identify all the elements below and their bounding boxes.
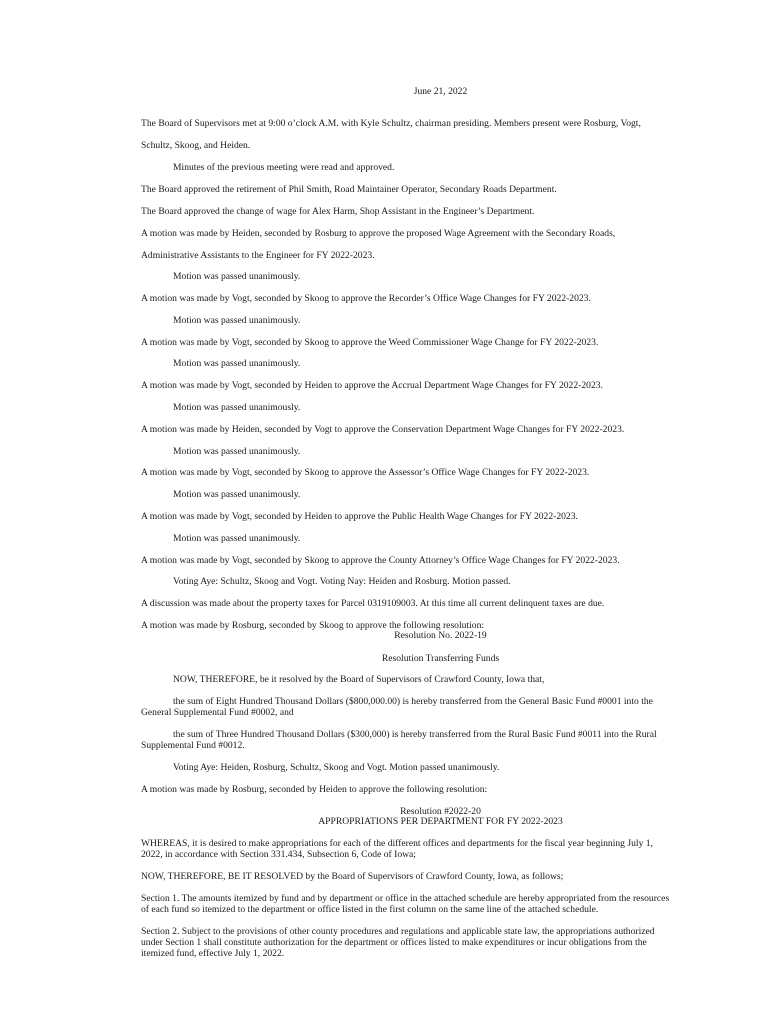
minutes-line: The Board of Supervisors met at 9:00 o’clock A.M. with Kyle Schultz, chairman presiding. Members present were Rosburg, Vogt, — [141, 118, 641, 129]
minutes-line: A motion was made by Vogt, seconded by Heiden to approve the Accrual Department Wage Changes for FY 2022-2023. — [141, 380, 603, 391]
resolution-number: Resolution #2022-20 — [400, 806, 481, 817]
motion-result: Motion was passed unanimously. — [173, 446, 301, 457]
resolution-section: under Section 1 shall constitute authorization for the department or offices listed to make expenditures or incur obligations from the — [141, 937, 647, 948]
minutes-line: A motion was made by Heiden, seconded by Vogt to approve the Conservation Department Wage Changes for FY 2022-2023. — [141, 424, 625, 435]
resolution-section: Section 1. The amounts itemized by fund and by department or office in the attached schedule are hereby appropriated from the resources — [141, 893, 670, 904]
minutes-line: A motion was made by Heiden, seconded by Rosburg to approve the proposed Wage Agreement with the Secondary Roads, — [141, 228, 616, 239]
motion-result: Motion was passed unanimously. — [173, 402, 301, 413]
minutes-line: A motion was made by Rosburg, seconded by Skoog to approve the following resolution: — [141, 620, 485, 631]
motion-result: Motion was passed unanimously. — [173, 358, 301, 369]
motion-result: Motion was passed unanimously. — [173, 315, 301, 326]
resolution-section: of each fund so itemized to the department or office listed in the first column on the same line of the attached schedule. — [141, 904, 599, 915]
minutes-line: Minutes of the previous meeting were read and approved. — [173, 162, 395, 173]
resolution-paragraph: the sum of Eight Hundred Thousand Dollars ($800,000.00) is hereby transferred from the General Basic Fund #0001 into the — [173, 696, 653, 707]
minutes-line: The Board approved the retirement of Phil Smith, Road Maintainer Operator, Secondary Roads Department. — [141, 184, 557, 195]
resolution-section: itemized fund, effective July 1, 2022. — [141, 948, 285, 959]
vote-line: Voting Aye: Heiden, Rosburg, Schultz, Skoog and Vogt. Motion passed unanimously. — [173, 762, 500, 773]
resolution-number: Resolution No. 2022-19 — [394, 630, 487, 641]
vote-line: Voting Aye: Schultz, Skoog and Vogt. Voting Nay: Heiden and Rosburg. Motion passed. — [173, 576, 511, 587]
resolution-paragraph: General Supplemental Fund #0002, and — [141, 707, 294, 718]
minutes-line: A motion was made by Vogt, seconded by Heiden to approve the Public Health Wage Changes for FY 2022-2023. — [141, 511, 578, 522]
motion-result: Motion was passed unanimously. — [173, 533, 301, 544]
minutes-line: A motion was made by Vogt, seconded by Skoog to approve the Recorder’s Office Wage Changes for FY 2022-2023. — [141, 293, 591, 304]
minutes-line: The Board approved the change of wage for Alex Harm, Shop Assistant in the Engineer’s Department. — [141, 206, 535, 217]
resolution-paragraph: 2022, in accordance with Section 331.434, Subsection 6, Code of Iowa; — [141, 849, 416, 860]
resolution-clause: NOW, THEREFORE, be it resolved by the Board of Supervisors of Crawford County, Iowa that, — [173, 674, 545, 685]
minutes-line: A motion was made by Vogt, seconded by Skoog to approve the Assessor’s Office Wage Changes for FY 2022-2023. — [141, 467, 590, 478]
minutes-line: A motion was made by Vogt, seconded by Skoog to approve the County Attorney’s Office Wage Changes for FY 2022-2023. — [141, 555, 620, 566]
resolution-clause: NOW, THEREFORE, BE IT RESOLVED by the Board of Supervisors of Crawford County, Iowa, as follows; — [141, 871, 564, 882]
resolution-section: Section 2. Subject to the provisions of other county procedures and regulations and applicable state law, the appropriations authorized — [141, 926, 655, 937]
resolution-paragraph: Supplemental Fund #0012. — [141, 740, 245, 751]
resolution-title: Resolution Transferring Funds — [381, 653, 500, 664]
motion-result: Motion was passed unanimously. — [173, 271, 301, 282]
resolution-paragraph: the sum of Three Hundred Thousand Dollars ($300,000) is hereby transferred from the Rural Basic Fund #0011 into the Rural — [173, 729, 657, 740]
minutes-line: A motion was made by Vogt, seconded by Skoog to approve the Weed Commissioner Wage Change for FY 2022-2023. — [141, 337, 599, 348]
resolution-paragraph: WHEREAS, it is desired to make appropriations for each of the different offices and departments for the fiscal year beginning July 1, — [141, 838, 653, 849]
minutes-line: Schultz, Skoog, and Heiden. — [141, 140, 251, 151]
meeting-date: June 21, 2022 — [413, 86, 468, 97]
minutes-line: A motion was made by Rosburg, seconded by Heiden to approve the following resolution: — [141, 784, 488, 795]
minutes-line: A discussion was made about the property taxes for Parcel 0319109003. At this time all current delinquent taxes are due. — [141, 598, 605, 609]
motion-result: Motion was passed unanimously. — [173, 489, 301, 500]
resolution-title: APPROPRIATIONS PER DEPARTMENT FOR FY 2022-2023 — [318, 816, 563, 827]
minutes-line: Administrative Assistants to the Engineer for FY 2022-2023. — [141, 250, 375, 261]
